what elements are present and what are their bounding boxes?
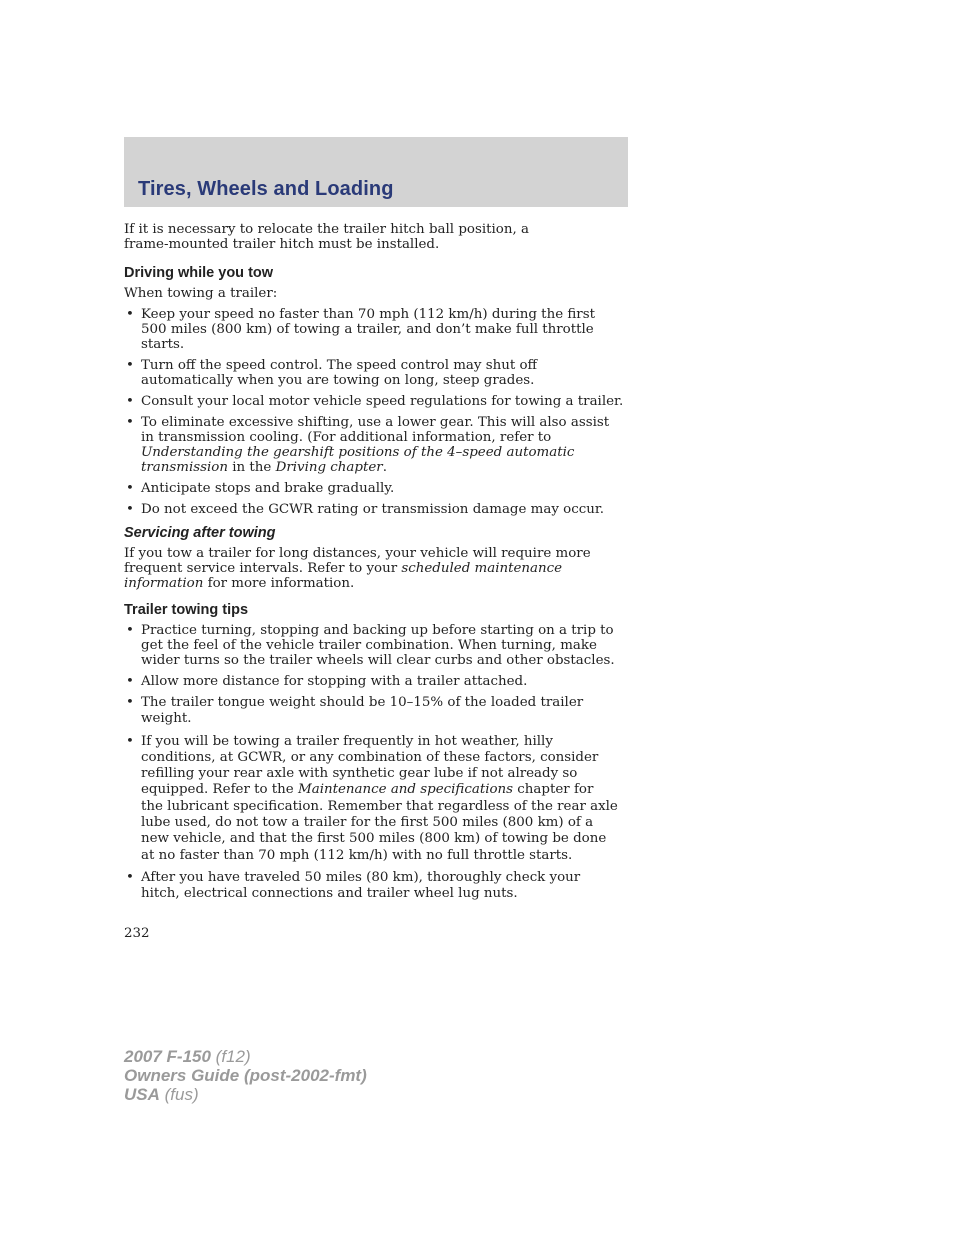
- tips-heading: Trailer towing tips: [124, 602, 249, 618]
- item-line: To eliminate excessive shifting, use a lower gear. This will also assist: [141, 415, 610, 430]
- paragraph-text: frequent service intervals. Refer to your: [124, 561, 402, 576]
- item-line: hitch, electrical connections and trailer wheel lug nuts.: [141, 886, 518, 902]
- item-line: Anticipate stops and brake gradually.: [141, 481, 395, 496]
- item-text: chapter for: [513, 782, 594, 798]
- list-item: [124, 870, 628, 903]
- item-line: lube used, do not tow a trailer for the first 500 miles (800 km) of a: [141, 815, 594, 831]
- item-line: get the feel of the vehicle trailer combination. When turning, make: [141, 638, 597, 653]
- footer-market: USA: [124, 1085, 160, 1104]
- item-text: equipped. Refer to the: [141, 782, 298, 798]
- item-line: The trailer tongue weight should be 10–15% of the loaded trailer: [141, 695, 584, 710]
- item-line: new vehicle, and that the first 500 miles (800 km) of towing be done: [141, 831, 607, 847]
- footer-code: (f12): [210, 1047, 251, 1066]
- bullet-icon: •: [126, 869, 134, 885]
- tips-list: [124, 623, 628, 689]
- item-line: Consult your local motor vehicle speed regulations for towing a trailer.: [141, 394, 624, 409]
- bullet-icon: •: [126, 733, 134, 749]
- bullet-icon: •: [126, 695, 134, 710]
- bullet-icon: •: [126, 358, 134, 373]
- item-line: weight.: [141, 711, 192, 727]
- list-item: [124, 623, 628, 668]
- bullet-icon: •: [126, 623, 134, 638]
- cross-reference: information: [124, 576, 204, 591]
- cross-reference: scheduled maintenance: [401, 561, 563, 576]
- item-line: 500 miles (800 km) of towing a trailer, and don’t make full throttle: [141, 322, 594, 337]
- tips-list-continued: [124, 695, 628, 903]
- intro-paragraph: [124, 222, 628, 252]
- list-item: [124, 502, 628, 517]
- driving-heading: Driving while you tow: [124, 265, 274, 281]
- item-line: Do not exceed the GCWR rating or transmission damage may occur.: [141, 502, 605, 517]
- list-item: [124, 307, 628, 352]
- cross-reference: Driving chapter: [275, 460, 383, 475]
- item-line: Turn off the speed control. The speed control may shut off: [141, 358, 538, 373]
- intro-line: If it is necessary to relocate the trailer hitch ball position, a: [124, 222, 529, 237]
- driving-list: [124, 307, 628, 517]
- cross-reference: Maintenance and specifications: [298, 782, 514, 798]
- item-line: Allow more distance for stopping with a trailer attached.: [141, 674, 528, 689]
- list-item: [124, 674, 628, 689]
- footer-code: (fus): [159, 1085, 199, 1104]
- item-text: in the: [227, 460, 276, 475]
- item-line: Keep your speed no faster than 70 mph (112 km/h) during the first: [141, 307, 595, 322]
- item-line: After you have traveled 50 miles (80 km), thoroughly check your: [141, 869, 581, 885]
- list-item: [124, 695, 628, 728]
- bullet-icon: •: [126, 502, 134, 517]
- list-item: [124, 394, 628, 409]
- list-item: [124, 415, 628, 475]
- footer-line: [124, 1066, 367, 1085]
- page-number: 232: [124, 926, 150, 941]
- list-item: [124, 358, 628, 388]
- item-line: starts.: [141, 337, 185, 352]
- bullet-icon: •: [126, 674, 134, 689]
- item-text: .: [382, 460, 387, 475]
- footer-line: [124, 1085, 367, 1104]
- bullet-icon: •: [126, 481, 134, 496]
- item-line: conditions, at GCWR, or any combination of these factors, consider: [141, 749, 599, 765]
- servicing-paragraph: [124, 546, 628, 591]
- section-title: Tires, Wheels and Loading: [138, 178, 394, 200]
- item-line: in transmission cooling. (For additional information, refer to: [141, 430, 552, 445]
- servicing-heading: Servicing after towing: [124, 525, 276, 541]
- item-line: refilling your rear axle with synthetic gear lube if not already so: [141, 766, 578, 782]
- driving-lead: When towing a trailer:: [124, 286, 278, 301]
- cross-reference: transmission: [141, 460, 228, 475]
- item-line: at no faster than 70 mph (112 km/h) with no full throttle starts.: [141, 847, 573, 863]
- paragraph-text: for more information.: [203, 576, 355, 591]
- page-content: [124, 222, 628, 903]
- document-footer: [124, 1047, 367, 1104]
- footer-model: 2007 F-150: [124, 1047, 211, 1066]
- bullet-icon: •: [126, 415, 134, 430]
- item-line: the lubricant specification. Remember that regardless of the rear axle: [141, 798, 618, 814]
- footer-guide: Owners Guide (post-2002-fmt): [124, 1066, 367, 1085]
- list-item: [124, 734, 628, 864]
- cross-reference: Understanding the gearshift positions of the 4–speed automatic: [141, 445, 575, 460]
- section-header-band: [124, 137, 628, 207]
- list-item: [124, 481, 628, 496]
- item-line: automatically when you are towing on long, steep grades.: [141, 373, 535, 388]
- bullet-icon: •: [126, 307, 134, 322]
- bullet-icon: •: [126, 394, 134, 409]
- intro-line: frame-mounted trailer hitch must be installed.: [124, 237, 440, 252]
- item-line: Practice turning, stopping and backing up before starting on a trip to: [141, 623, 614, 638]
- item-line: If you will be towing a trailer frequently in hot weather, hilly: [141, 733, 553, 749]
- footer-line: [124, 1047, 367, 1066]
- paragraph-line: If you tow a trailer for long distances, your vehicle will require more: [124, 546, 591, 561]
- item-line: wider turns so the trailer wheels will clear curbs and other obstacles.: [141, 653, 615, 668]
